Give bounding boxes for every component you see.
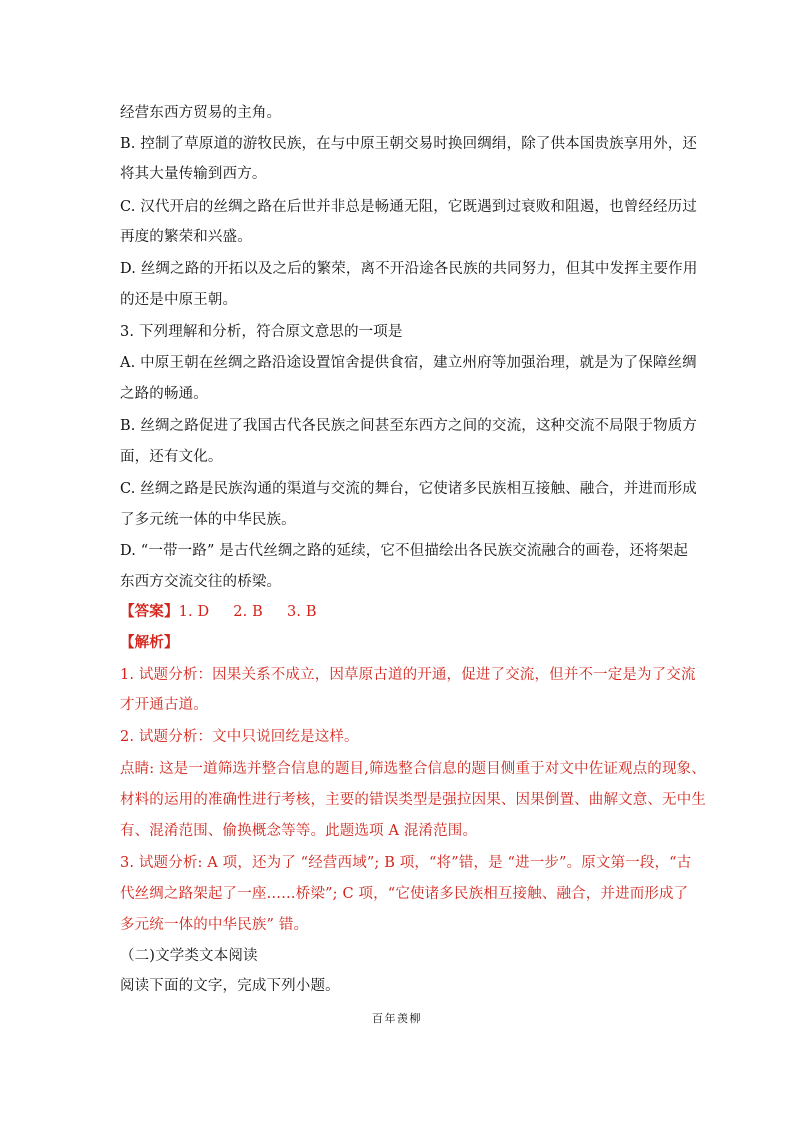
analysis-line: 1. 试题分析：因果关系不成立，因草原古道的开通，促进了交流，但并不一定是为了交流: [120, 667, 696, 683]
answer-line: [120, 602, 317, 622]
option-d-line: D. 丝绸之路的开拓以及之后的繁荣，离不开沿途各民族的共同努力，但其中发挥主要作用: [120, 261, 698, 277]
option-c-line: C. 丝绸之路是民族沟通的渠道与交流的舞台，它使诸多民族相互接触、融合，并进而形成: [120, 481, 697, 497]
option-text-line: 将其大量传输到西方。: [120, 166, 267, 182]
option-a-line: A. 中原王朝在丝绸之路沿途设置馆舍提供食宿，建立州府等加强治理，就是为了保障丝绸: [120, 355, 697, 371]
analysis-line: 代丝绸之路架起了一座……桥梁”; C 项，“它使诸多民族相互接触、融合，并进而形成了: [120, 886, 689, 902]
option-text-line: 之路的畅通。: [120, 386, 208, 402]
option-text-line: 东西方交流交往的桥梁。: [120, 574, 282, 590]
analysis-line: 多元统一体的中华民族” 错。: [120, 917, 309, 933]
text-title: 百年羡柳: [372, 1012, 422, 1025]
answer-1: 1. D: [178, 604, 210, 620]
option-text-line: 的还是中原王朝。: [120, 292, 238, 308]
analysis-line: 有、混淆范围、偷换概念等等。此题选项 A 混淆范围。: [120, 823, 478, 839]
analysis-line: 点睛: 这是一道筛选并整合信息的题目,筛选整合信息的题目侧重于对文中佐证观点的现象、: [120, 761, 706, 777]
analysis-line: 材料的运用的准确性进行考核，主要的错误类型是强拉因果、因果倒置、曲解文意、无中生: [120, 792, 706, 808]
option-text-line: 了多元统一体的中华民族。: [120, 512, 296, 528]
option-text-line: 面，还有文化。: [120, 449, 223, 465]
option-text-line: 经营东西方贸易的主角。: [120, 105, 282, 121]
section-heading: （二)文学类文本阅读: [120, 948, 258, 964]
option-b-line: B. 丝绸之路促进了我国古代各民族之间甚至东西方之间的交流，这种交流不局限于物质方: [120, 418, 698, 434]
analysis-line: 才开通古道。: [120, 697, 208, 713]
analysis-line: 2. 试题分析：文中只说回纥是这样。: [120, 729, 359, 745]
option-text-line: 再度的繁荣和兴盛。: [120, 229, 252, 245]
analysis-line: 3. 试题分析: A 项，还为了 “经营西域”; B 项，“将”错，是 “进一步”。原文第一段，“古: [120, 855, 692, 871]
answer-2: 2. B: [233, 604, 263, 620]
option-c-line: C. 汉代开启的丝绸之路在后世并非总是畅通无阻，它既遇到过衰败和阻遏，也曾经经历过: [120, 199, 697, 215]
section-instruction: 阅读下面的文字，完成下列小题。: [120, 978, 340, 994]
question-3-stem: 3. 下列理解和分析，符合原文意思的一项是: [120, 324, 403, 340]
option-d-line: D. “一带一路” 是古代丝绸之路的延续，它不但描绘出各民族交流融合的画卷，还将架起: [120, 543, 689, 559]
option-b-line: B. 控制了草原道的游牧民族，在与中原王朝交易时换回绸绢，除了供本国贵族享用外，还: [120, 136, 698, 152]
answer-tag: 【答案】: [120, 603, 179, 620]
analysis-tag: 【解析】: [120, 634, 179, 651]
answer-3: 3. B: [286, 604, 317, 620]
